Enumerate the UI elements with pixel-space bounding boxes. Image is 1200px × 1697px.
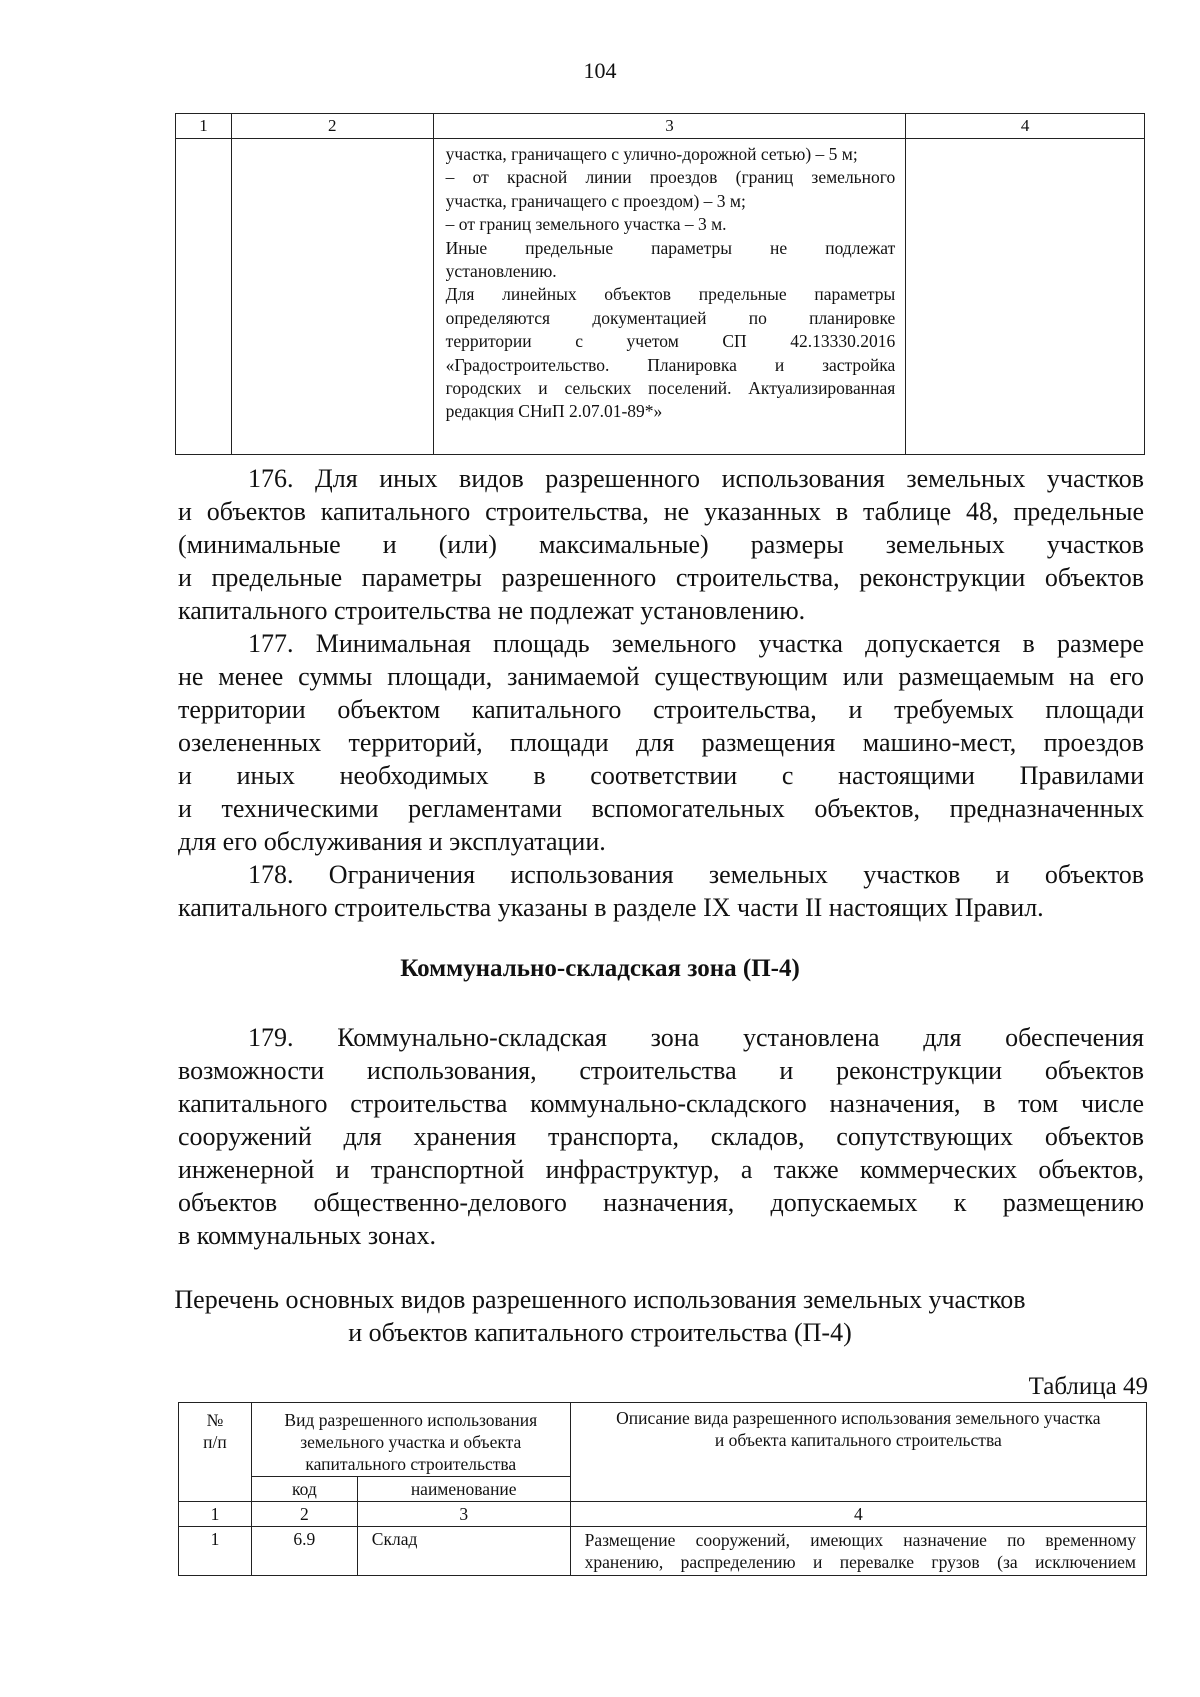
text-line: территории объектом капитального строительства, и требуемых площади (178, 695, 1144, 724)
text-line: и предельные параметры разрешенного строительства, реконструкции объектов (178, 563, 1144, 592)
header-type (251, 1403, 570, 1477)
header-num (179, 1403, 252, 1502)
row-name: Склад (357, 1527, 570, 1576)
paragraph-176 (178, 462, 1144, 627)
paragraph-179 (178, 1021, 1144, 1252)
text-line: редакция СНиП 2.07.01-89*» (445, 401, 663, 422)
header-cell: 4 (906, 114, 1145, 139)
row-num: 1 (179, 1527, 252, 1576)
header-text: Вид разрешенного использования (284, 1410, 538, 1430)
table-header-row (179, 1403, 1147, 1477)
text-line: 176. Для иных видов разрешенного использования земельных участков (248, 464, 1144, 493)
page-number: 104 (583, 58, 617, 83)
list-title (0, 1283, 1200, 1349)
text-line: капитального строительства не подлежат установлению. (178, 596, 806, 625)
text-line: 178. Ограничения использования земельных участков и объектов (248, 860, 1144, 889)
continuation-table (175, 113, 1145, 455)
text-line: и объектов капитального строительства, не указанных в таблице 48, предельные (178, 497, 1144, 526)
header-text: и объекта капитального строительства (714, 1430, 1002, 1450)
text-line: Иные предельные параметры не подлежат (445, 237, 896, 258)
text-line: территории с учетом СП 42.13330.2016 (445, 331, 896, 352)
desc-line: хранению, распределению и перевалке грузов (за исключением (584, 1552, 1136, 1572)
index-cell: 3 (357, 1502, 570, 1527)
text-line: Для линейных объектов предельные параметры (445, 284, 896, 305)
header-text: п/п (203, 1432, 227, 1452)
text-line: и техническими регламентами вспомогательных объектов, предназначенных (178, 794, 1144, 823)
subheader-name: наименование (357, 1477, 570, 1502)
text-line: – от красной линии проездов (границ земельного (445, 167, 896, 188)
index-cell: 2 (251, 1502, 357, 1527)
text-line: «Градостроительство. Планировка и застройка (445, 354, 896, 375)
text-line: установлению. (445, 261, 557, 282)
text-line: не менее суммы площади, занимаемой существующим или размещаемым на его (178, 662, 1144, 691)
text-line: участка, граничащего с улично-дорожной сетью) – 5 м; (445, 144, 858, 164)
text-line: определяются документацией по планировке (445, 307, 896, 328)
table-row (176, 139, 1145, 455)
table-cell (906, 139, 1145, 455)
text-line: для его обслуживания и эксплуатации. (178, 827, 606, 856)
text-line: возможности использования, строительства и реконструкции объектов (178, 1056, 1144, 1085)
table-header-row (176, 114, 1145, 139)
table-49 (178, 1402, 1147, 1576)
text-line: озелененных территорий, площади для размещения машино-мест, проездов (178, 728, 1144, 757)
list-title-line: и объектов капитального строительства (П-4) (348, 1318, 852, 1347)
text-line: 177. Минимальная площадь земельного участка допускается в размере (248, 629, 1144, 658)
table-row (179, 1527, 1147, 1576)
table-cell (176, 139, 232, 455)
row-desc (570, 1527, 1146, 1576)
index-cell: 4 (570, 1502, 1146, 1527)
header-cell: 2 (231, 114, 433, 139)
text-line: и иных необходимых в соответствии с настоящими Правилами (178, 761, 1144, 790)
text-line: капитального строительства указаны в разделе IX части II настоящих Правил. (178, 893, 1044, 922)
header-text: земельного участка и объекта (300, 1432, 522, 1452)
table-cell (231, 139, 433, 455)
header-cell: 1 (176, 114, 232, 139)
header-text: Описание вида разрешенного использования земельного участка (616, 1408, 1101, 1428)
zone-heading: Коммунально-складская зона (П-4) (400, 955, 800, 982)
header-desc (570, 1403, 1146, 1502)
paragraph-177 (178, 627, 1144, 858)
parameters-cell (433, 139, 906, 455)
paragraph-178 (178, 858, 1144, 924)
text-line: объектов общественно-делового назначения, допускаемых к размещению (178, 1188, 1144, 1217)
header-text: № (206, 1410, 224, 1430)
subheader-code: код (251, 1477, 357, 1502)
text-line: 179. Коммунально-складская зона установлена для обеспечения (248, 1023, 1144, 1052)
text-line: сооружений для хранения транспорта, складов, сопутствующих объектов (178, 1122, 1144, 1151)
text-line: (минимальные и (или) максимальные) размеры земельных участков (178, 530, 1144, 559)
text-line: городских и сельских поселений. Актуализированная (445, 378, 896, 399)
text-line: участка, граничащего с проездом) – 3 м; (445, 190, 746, 211)
row-code: 6.9 (251, 1527, 357, 1576)
table-index-row (179, 1502, 1147, 1527)
text-line: инженерной и транспортной инфраструктур, а также коммерческих объектов, (178, 1155, 1144, 1184)
header-cell: 3 (433, 114, 906, 139)
list-title-line: Перечень основных видов разрешенного использования земельных участков (174, 1285, 1026, 1314)
desc-line: Размещение сооружений, имеющих назначение по временному (584, 1530, 1136, 1550)
text-line: капитального строительства коммунально-складского назначения, в том числе (178, 1089, 1144, 1118)
text-line: в коммунальных зонах. (178, 1221, 436, 1250)
table-caption: Таблица 49 (1028, 1373, 1148, 1400)
header-text: капитального строительства (305, 1454, 517, 1474)
index-cell: 1 (179, 1502, 252, 1527)
text-line: – от границ земельного участка – 3 м. (445, 214, 727, 235)
